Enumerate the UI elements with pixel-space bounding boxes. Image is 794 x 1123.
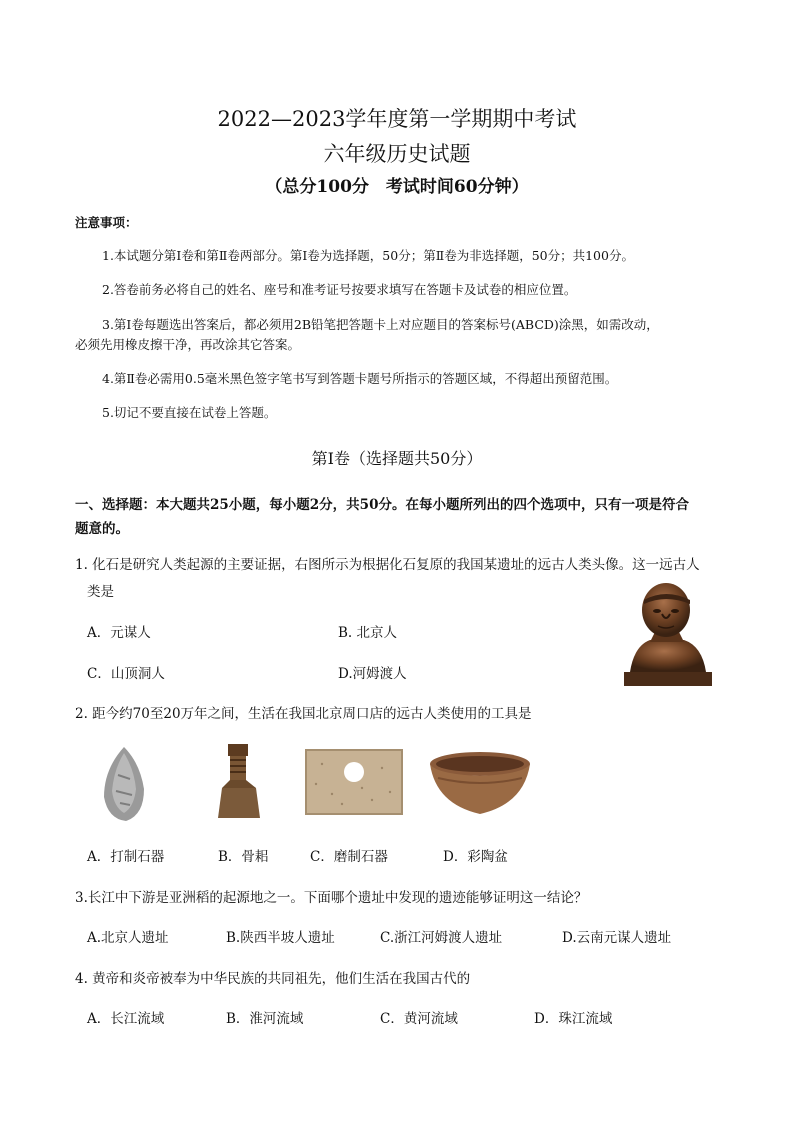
question-1-stem-continued: 类是 [87, 584, 114, 600]
note-item: 3.第Ⅰ卷每题选出答案后，都必须用2B铅笔把答题卡上对应题目的答案标号(ABCD)涂黑，如需改动， [102, 317, 659, 332]
question-4-option-a[interactable]: A．长江流域 [87, 1011, 165, 1027]
chipped-stone-tool-image [100, 745, 148, 823]
note-item: 5.切记不要直接在试卷上答题。 [102, 405, 277, 420]
painted-pottery-basin-image [428, 748, 532, 818]
question-2-option-d[interactable]: D．彩陶盆 [443, 849, 508, 865]
question-4-stem: 4. 黄帝和炎帝被奉为中华民族的共同祖先，他们生活在我国古代的 [75, 971, 471, 987]
exam-title: 2022—2023学年度第一学期期中考试 [217, 107, 577, 131]
section-instructions: 一、选择题：本大题共25小题，每小题2分，共50分。在每小题所列出的四个选项中，只有一项是符合 [75, 497, 689, 513]
question-3-option-d[interactable]: D.云南元谋人遗址 [562, 930, 672, 946]
exam-info: （总分100分 考试时间60分钟） [265, 177, 529, 197]
section-title: 第Ⅰ卷（选择题共50分） [311, 449, 483, 468]
question-1-option-a[interactable]: A．元谋人 [87, 625, 151, 641]
polished-stone-tool-image [302, 744, 406, 820]
question-2-option-b[interactable]: B．骨耜 [218, 849, 269, 865]
question-2-stem: 2. 距今约70至20万年之间，生活在我国北京周口店的远古人类使用的工具是 [75, 706, 532, 722]
section-instructions-continued: 题意的。 [75, 521, 129, 537]
note-item: 2.答卷前务必将自己的姓名、座号和准考证号按要求填写在答题卡及试卷的相应位置。 [102, 282, 577, 297]
question-3-option-a[interactable]: A.北京人遗址 [87, 930, 169, 946]
notes-heading: 注意事项： [75, 215, 138, 230]
question-1-option-c[interactable]: C．山顶洞人 [87, 666, 165, 682]
bone-spade-image [214, 740, 264, 822]
note-item-continued: 必须先用橡皮擦干净，再改涂其它答案。 [75, 337, 301, 352]
question-2-option-c[interactable]: C．磨制石器 [310, 849, 388, 865]
note-item: 4.第Ⅱ卷必需用0.5毫米黑色签字笔书写到答题卡题号所指示的答题区域，不得超出预留范围。 [102, 371, 618, 386]
question-3-option-c[interactable]: C.浙江河姆渡人遗址 [380, 930, 503, 946]
ancient-human-bust-image [620, 580, 715, 688]
note-item: 1.本试题分第Ⅰ卷和第Ⅱ卷两部分。第Ⅰ卷为选择题，50分；第Ⅱ卷为非选择题，50分；共100分。 [102, 248, 634, 263]
question-3-option-b[interactable]: B.陕西半坡人遗址 [226, 930, 335, 946]
question-2-option-a[interactable]: A．打制石器 [87, 849, 165, 865]
question-1-option-b[interactable]: B. 北京人 [338, 625, 398, 641]
question-1-option-d[interactable]: D.河姆渡人 [338, 666, 407, 682]
exam-subtitle: 六年级历史试题 [323, 142, 471, 166]
question-4-option-b[interactable]: B．淮河流域 [226, 1011, 304, 1027]
question-4-option-c[interactable]: C．黄河流域 [380, 1011, 458, 1027]
question-4-option-d[interactable]: D．珠江流域 [534, 1011, 613, 1027]
question-1-stem: 1. 化石是研究人类起源的主要证据，右图所示为根据化石复原的我国某遗址的远古人类头像。这一远古人 [75, 557, 700, 573]
question-3-stem: 3.长江中下游是亚洲稻的起源地之一。下面哪个遗址中发现的遗迹能够证明这一结论？ [75, 890, 588, 906]
